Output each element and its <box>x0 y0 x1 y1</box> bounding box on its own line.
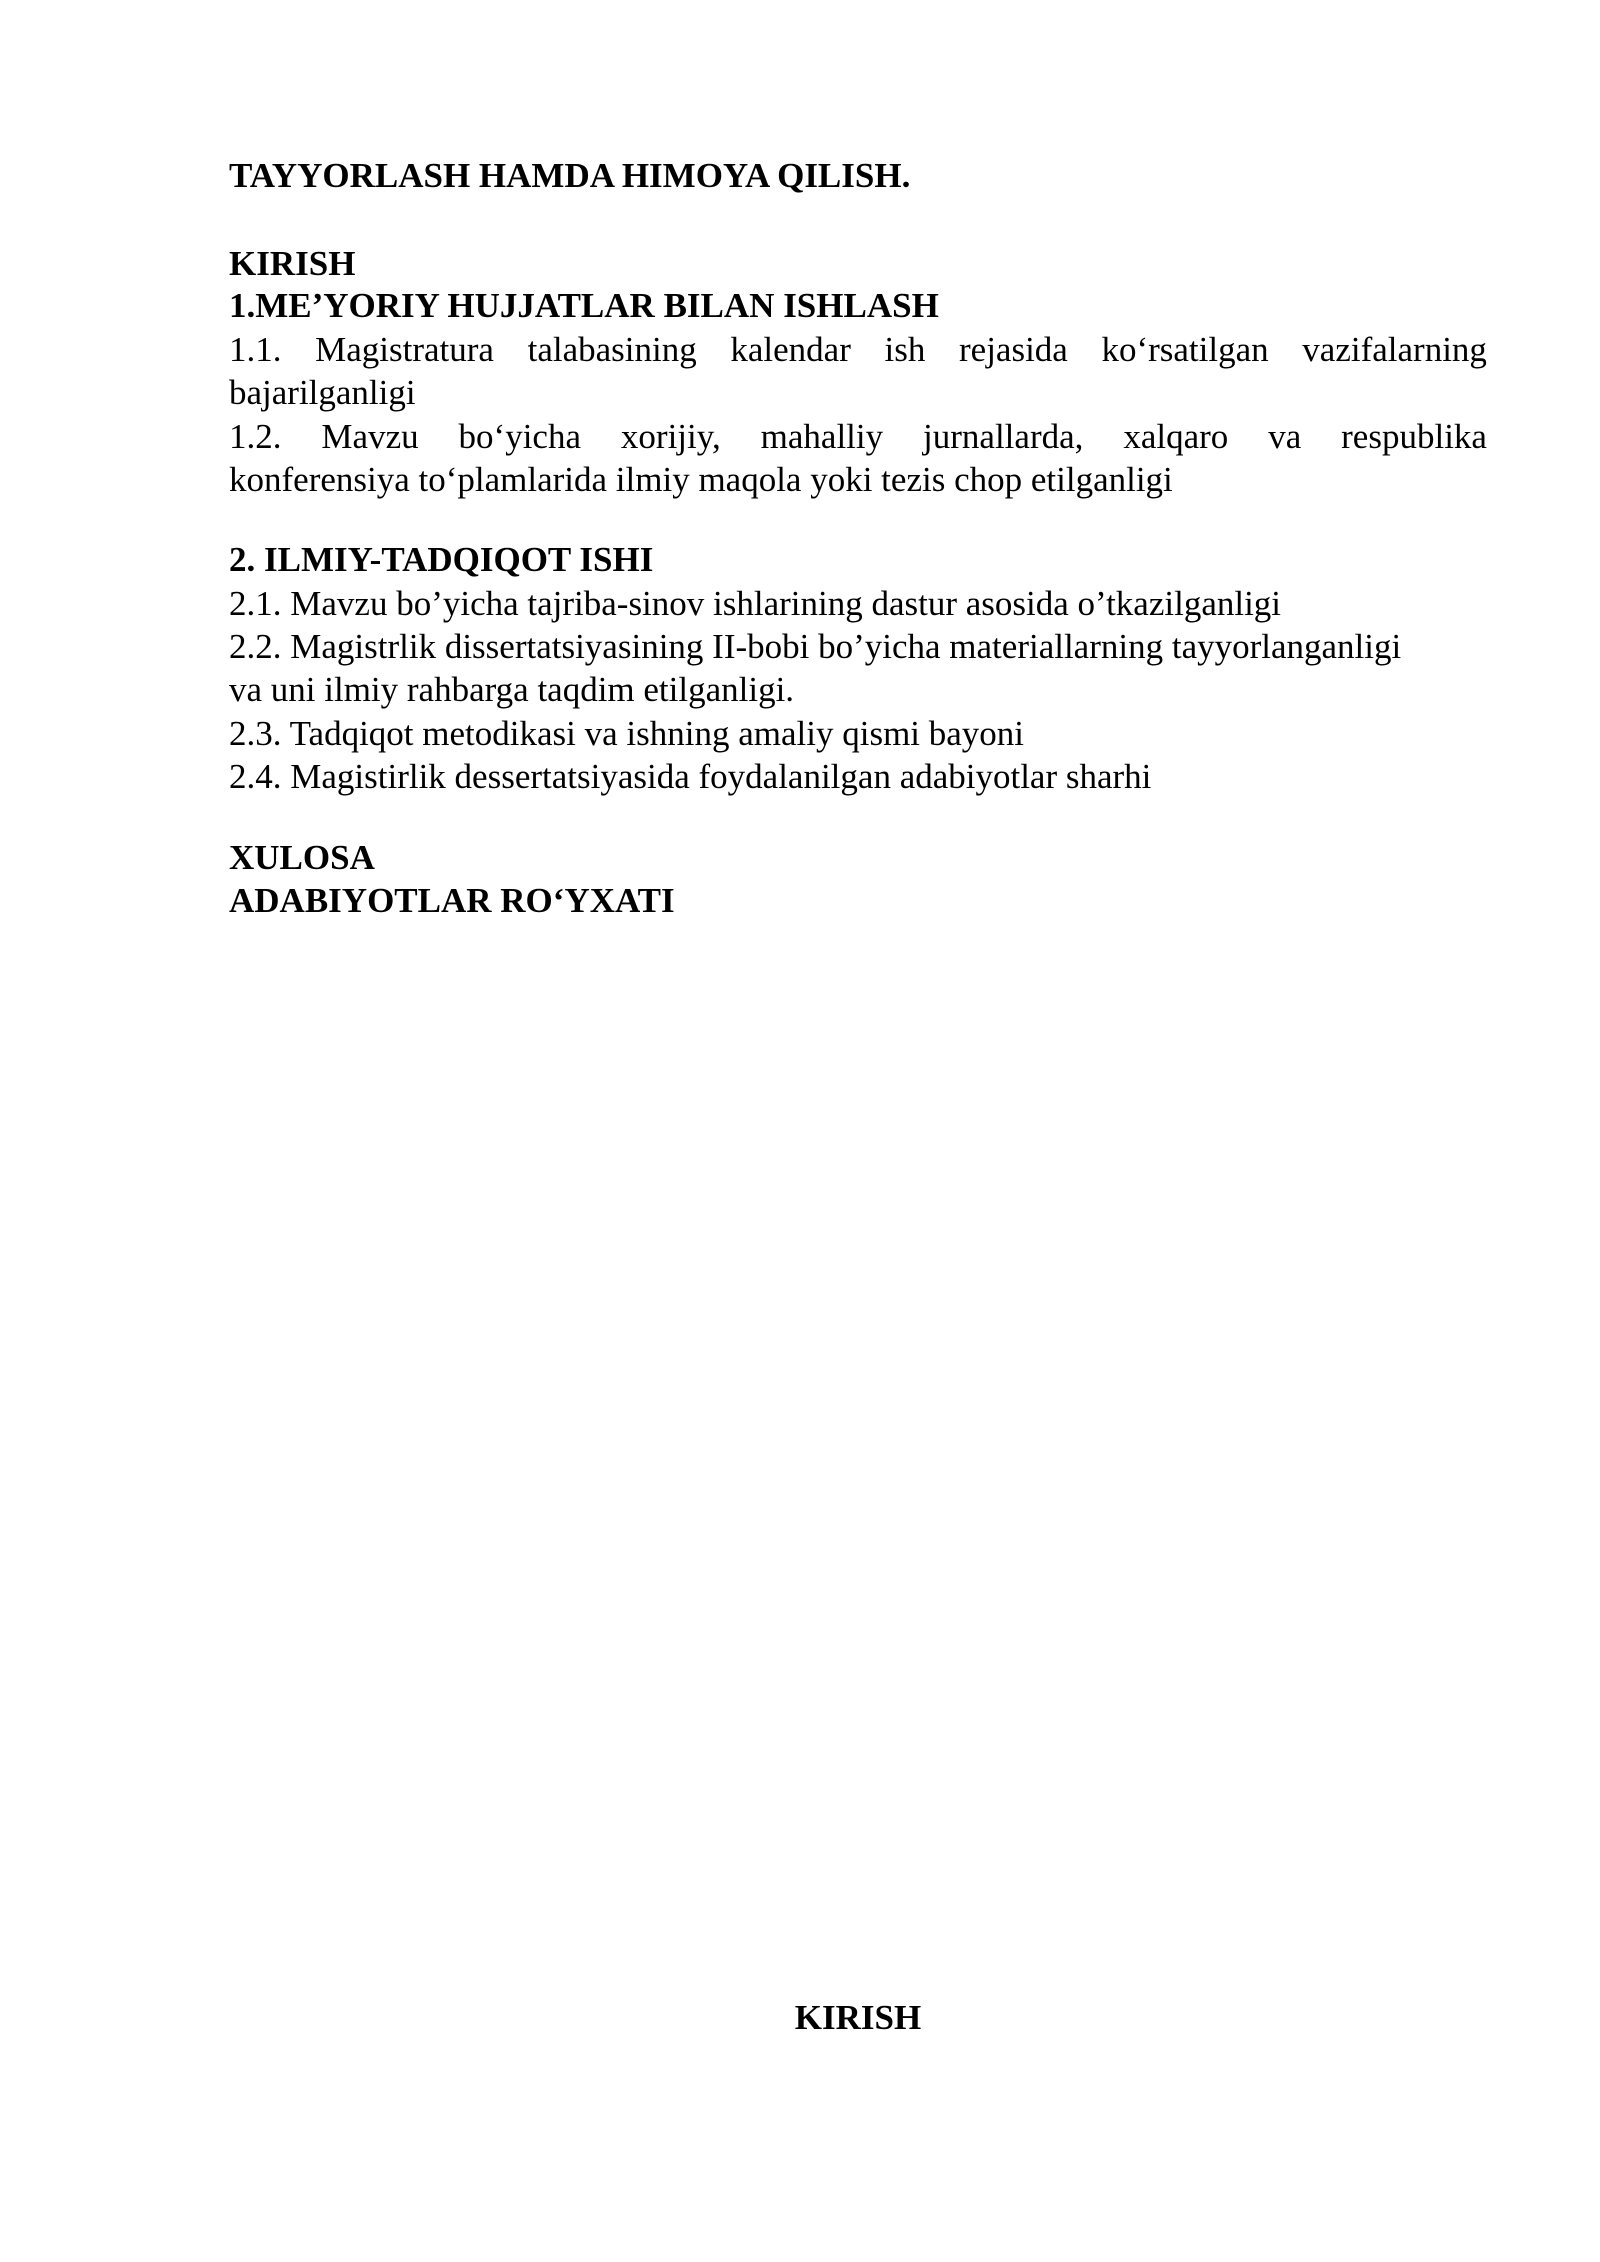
toc-item-2-4: 2.4. Magistirlik dessertatsiyasida foydalanilgan adabiyotlar sharhi <box>229 757 1152 796</box>
toc-conclusion: XULOSA <box>229 838 375 877</box>
toc-item-1-1-line-2: bajarilganligi <box>229 373 416 412</box>
word: talabasining <box>527 330 697 369</box>
word: vazifalarning <box>1302 330 1487 369</box>
word: respublika <box>1341 417 1487 456</box>
toc-item-2-3: 2.3. Tadqiqot metodikasi va ishning amaliy qismi bayoni <box>229 714 1025 753</box>
word: jurnallarda, <box>923 417 1084 456</box>
toc-item-1-2-line-2: konferensiya to‘plamlarida ilmiy maqola yoki tezis chop etilganligi <box>229 460 1173 499</box>
toc-item-2-1: 2.1. Mavzu bo’yicha tajriba-sinov ishlarining dastur asosida o’tkazilganligi <box>229 584 1282 623</box>
word: Mavzu <box>321 417 419 456</box>
word: xalqaro <box>1123 417 1229 456</box>
toc-references: ADABIYOTLAR RO‘YXATI <box>229 881 675 920</box>
document-page <box>229 0 1487 2262</box>
toc-item-2-2-line-2: va uni ilmiy rahbarga taqdim etilganligi. <box>229 670 795 709</box>
word: bo‘yicha <box>458 417 581 456</box>
toc-item-1-1-line-1 <box>229 328 1487 372</box>
word: 1.2. <box>229 417 282 456</box>
toc-intro: KIRISH <box>229 244 356 283</box>
section-heading-kirish: KIRISH <box>794 1998 922 2037</box>
word: ish <box>884 330 926 369</box>
toc-item-2-2-line-1: 2.2. Magistrlik dissertatsiyasining II-bobi bo’yicha materiallarning tayyorlanganligi <box>229 627 1402 666</box>
word: ko‘rsatilgan <box>1101 330 1269 369</box>
word: xorijiy, <box>620 417 721 456</box>
word: mahalliy <box>760 417 884 456</box>
toc-section-1-heading: 1.ME’YORIY HUJJATLAR BILAN ISHLASH <box>229 286 939 325</box>
toc-section-2-heading: 2. ILMIY-TADQIQOT ISHI <box>229 540 654 579</box>
word: rejasida <box>959 330 1068 369</box>
document-title: TAYYORLASH HAMDA HIMOYA QILISH. <box>229 156 911 195</box>
word: Magistratura <box>315 330 494 369</box>
toc-item-1-2-line-1 <box>229 415 1487 459</box>
word: 1.1. <box>229 330 282 369</box>
word: va <box>1268 417 1302 456</box>
word: kalendar <box>730 330 851 369</box>
